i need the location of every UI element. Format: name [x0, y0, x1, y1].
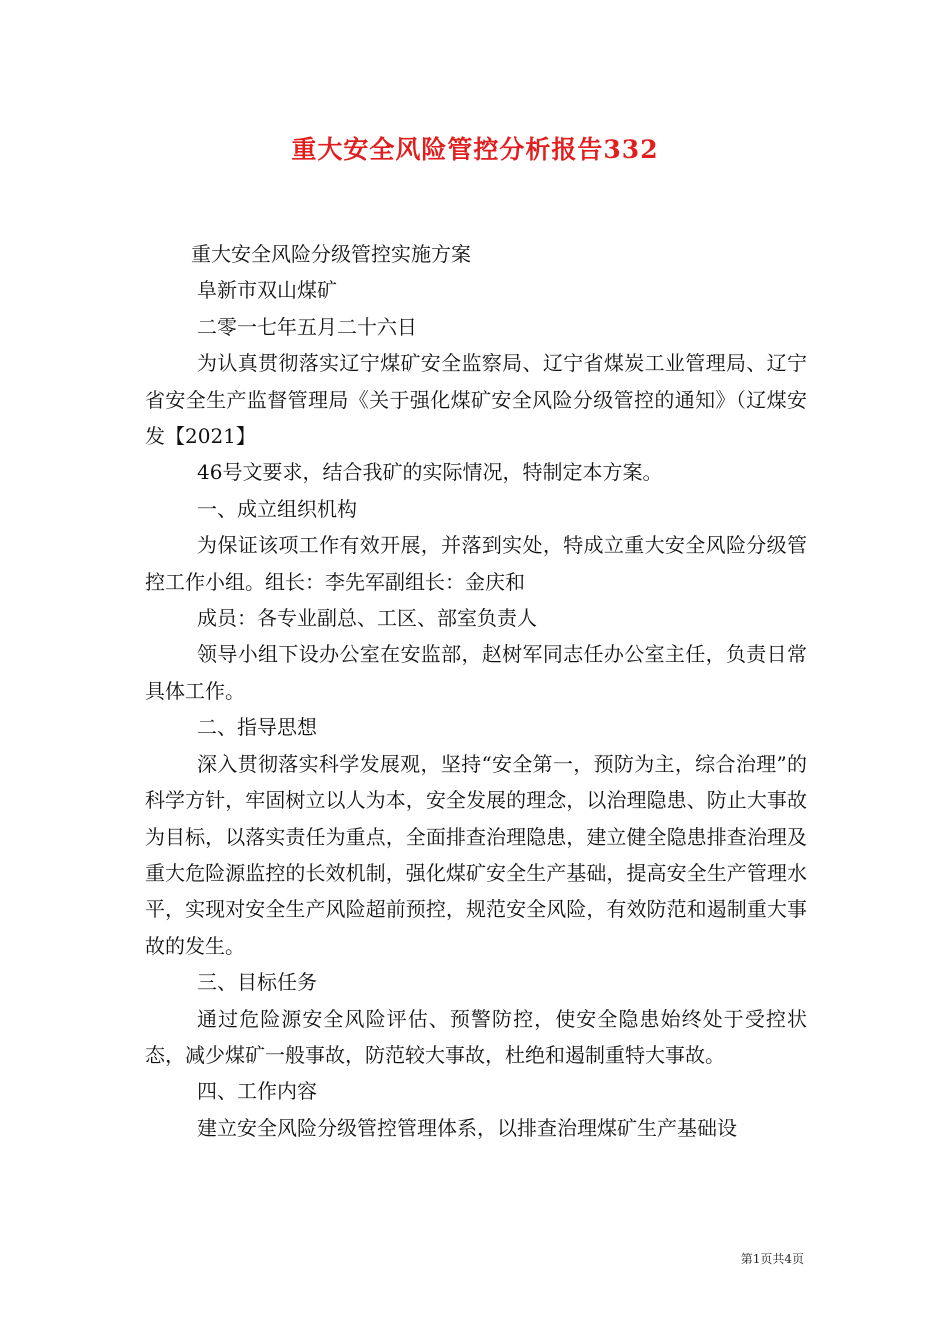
paragraph-intro: 为认真贯彻落实辽宁煤矿安全监察局、辽宁省煤炭工业管理局、辽宁省安全生产监督管理局《关于强化煤矿安全风险分级管控的通知》（辽煤安发【2021】 [145, 351, 807, 449]
heading-section-2: 二、指导思想 [197, 715, 317, 740]
document-title: 重大安全风险管控分析报告332 [291, 135, 659, 164]
heading-section-3: 三、目标任务 [197, 970, 317, 995]
paragraph-intro-cont: 46号文要求，结合我矿的实际情况，特制定本方案。 [197, 460, 663, 485]
paragraph-members: 成员：各专业副总、工区、部室负责人 [197, 606, 537, 631]
document-body [145, 236, 807, 1146]
paragraph-office: 领导小组下设办公室在安监部，赵树军同志任办公室主任，负责日常具体工作。 [145, 642, 807, 703]
heading-section-1: 一、成立组织机构 [197, 496, 357, 521]
paragraph-date: 二零一七年五月二十六日 [197, 314, 417, 339]
paragraph-plan-title: 重大安全风险分级管控实施方案 [191, 242, 471, 266]
paragraph-section-3: 通过危险源安全风险评估、预警防控，使安全隐患始终处于受控状态，减少煤矿一般事故，防范较大事故，杜绝和遏制重特大事故。 [145, 1006, 807, 1067]
page-number: 第1页共4页 [740, 1252, 804, 1266]
heading-section-4: 四、工作内容 [197, 1079, 317, 1104]
paragraph-section-2: 深入贯彻落实科学发展观，坚持“安全第一，预防为主，综合治理”的科学方针，牢固树立以人为本，安全发展的理念，以治理隐患、防止大事故为目标，以落实责任为重点，全面排查治理隐患，建立健全隐患排查治理及重大危险源监控的长效机制，强化煤矿安全生产基础，提高安全生产管理水平，实现对安全生产风险超前预控，规范安全风险，有效防范和遏制重大事故的发生。 [145, 751, 807, 958]
paragraph-section-1: 为保证该项工作有效开展，并落到实处，特成立重大安全风险分级管控工作小组。组长：李先军副组长：金庆和 [145, 533, 807, 594]
paragraph-section-4: 建立安全风险分级管控管理体系，以排查治理煤矿生产基础设 [197, 1115, 737, 1140]
paragraph-organization: 阜新市双山煤矿 [197, 278, 337, 303]
